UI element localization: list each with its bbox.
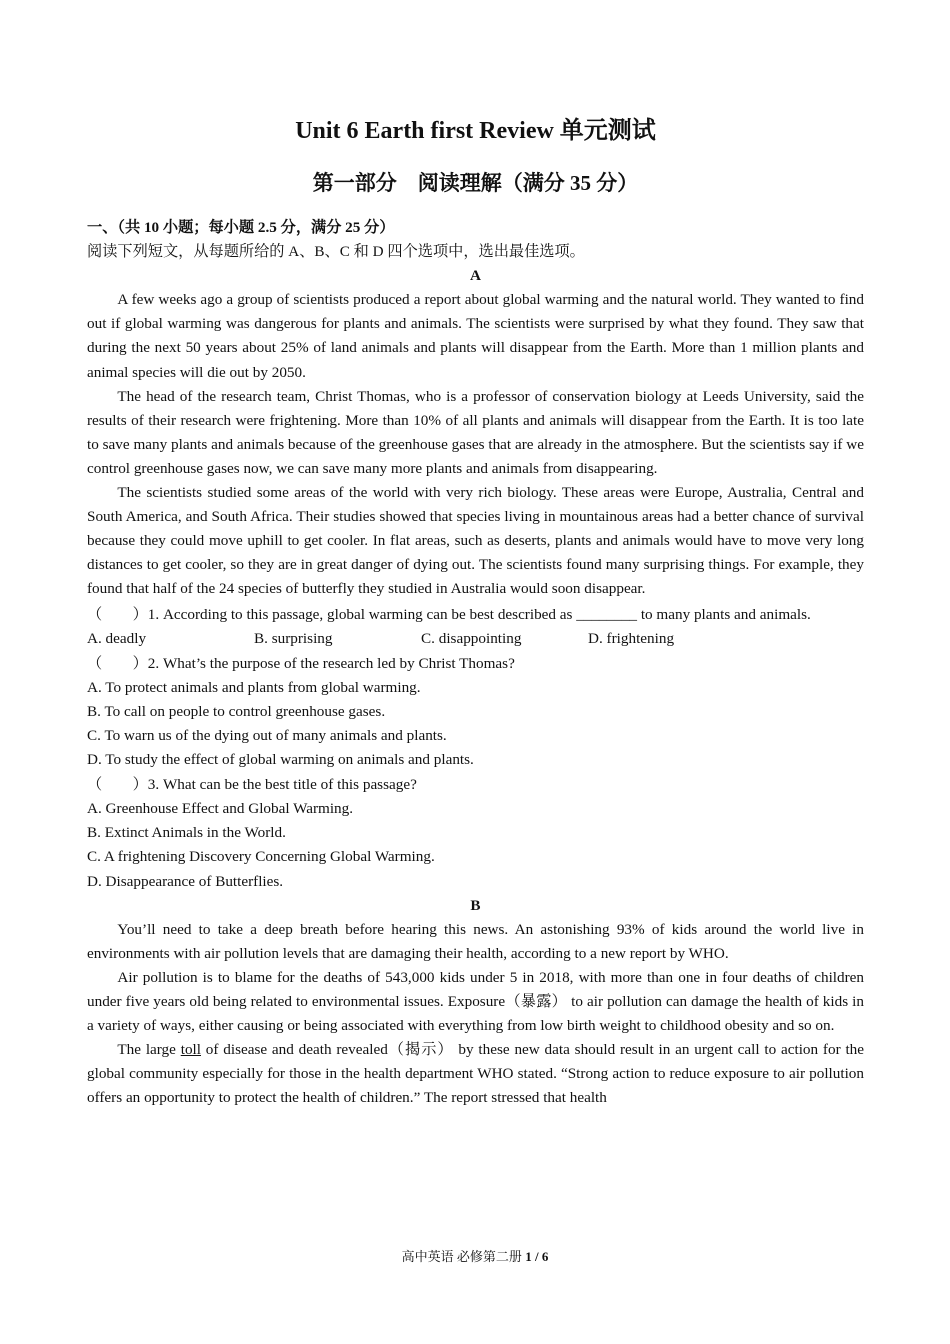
- footer-separator: /: [534, 1249, 539, 1264]
- q2-option-b[interactable]: B. To call on people to control greenhouse gases.: [87, 702, 386, 720]
- footer-page-number: 1: [525, 1249, 532, 1264]
- passage-b-paragraph-2: Air pollution is to blame for the deaths of 543,000 kids under 5 in 2018, with more than one in four deaths of children under five years old being related to environmental issues. Exposure（暴露） to air pollution can damage the health of kids in a variety of ways, either causing or being associated with everything from low birth weight to childhood obesity and so on.: [87, 968, 864, 1035]
- q2-option-a[interactable]: A. To protect animals and plants from global warming.: [87, 678, 421, 696]
- footer-book-label: 高中英语 必修第二册: [401, 1249, 522, 1264]
- passage-a-paragraph-3: The scientists studied some areas of the world with very rich biology. These areas were Europe, Australia, Central and South America, and South Africa. Their studies showed that species living in mountainous areas had a better chance of survival because they could move uphill to get cooler. In flat areas, such as deserts, plants and animals would have to move very long distances to get cooler, so they are in great danger of dying out. The scientists found many surprising things. For example, they found that half of the 24 species of butterfly they studied in Australia would soon disappear.: [87, 484, 864, 598]
- page-footer: [0, 1246, 950, 1265]
- page-title: Unit 6 Earth first Review 单元测试: [295, 118, 656, 144]
- q3-option-a[interactable]: A. Greenhouse Effect and Global Warming.: [87, 800, 354, 818]
- q3-option-d[interactable]: D. Disappearance of Butterflies.: [87, 872, 284, 890]
- p3-text-after: of disease and death revealed（揭示） by these new data should result in an urgent call to action for the global community especially for those in the health department WHO stated. “Strong action to reduce exposure to air pollution offers an opportunity to protect the health of children.” The report stressed that health: [87, 1041, 864, 1107]
- question-1-options: [87, 627, 864, 651]
- question-1-prefix: （ ）1. According to this passage, global warming can be best described as: [87, 605, 573, 623]
- p3-text-before: The large: [117, 1041, 176, 1059]
- footer-total-pages: 6: [541, 1249, 549, 1264]
- part-heading: 第一部分 阅读理解（满分 35 分）: [312, 171, 639, 195]
- q2-option-d[interactable]: D. To study the effect of global warming on animals and plants.: [87, 751, 474, 769]
- passage-a-paragraph-1: A few weeks ago a group of scientists produced a report about global warming and the natural world. They wanted to find out if global warming was dangerous for plants and animals. The scientists were surprised by what they found. They saw that during the next 50 years about 25% of land animals and plants will disappear from the Earth. More than 1 million plants and animal species will die out by 2050.: [87, 291, 864, 381]
- q3-option-c[interactable]: C. A frightening Discovery Concerning Global Warming.: [87, 848, 435, 866]
- q1-option-c[interactable]: C. disappointing: [421, 629, 522, 647]
- q1-option-a[interactable]: A. deadly: [87, 629, 147, 647]
- underlined-word-toll: toll: [180, 1041, 201, 1059]
- question-3: （ ）3. What can be the best title of this passage?: [87, 776, 417, 794]
- q2-option-c[interactable]: C. To warn us of the dying out of many animals and plants.: [87, 726, 447, 744]
- passage-b-paragraph-1: You’ll need to take a deep breath before hearing this news. An astonishing 93% of kids around the world live in environments with air pollution levels that are damaging their health, according to a new report by WHO.: [87, 920, 864, 962]
- question-1-blank: ________: [576, 605, 638, 623]
- question-1-suffix: to many plants and animals.: [640, 605, 811, 623]
- q3-option-b[interactable]: B. Extinct Animals in the World.: [87, 824, 286, 842]
- q1-option-d[interactable]: D. frightening: [588, 629, 675, 647]
- passage-b-label: B: [470, 896, 481, 914]
- question-1: [87, 603, 864, 627]
- q1-option-b[interactable]: B. surprising: [254, 629, 333, 647]
- section-instruction: 阅读下列短文，从每题所给的 A、B、C 和 D 四个选项中，选出最佳选项。: [87, 243, 585, 261]
- section-heading: 一、（共 10 小题；每小题 2.5 分，满分 25 分）: [87, 219, 395, 236]
- passage-a-paragraph-2: The head of the research team, Christ Thomas, who is a professor of conservation biology at Leeds University, said the results of their research were frightening. More than 10% of all plants and animals will disappear from the Earth. It is too late to save many plants and animals because of the greenhouse gases that are already in the atmosphere. But the scientists say if we control greenhouse gases now, we can save many more plants and animals from disappearing.: [87, 387, 864, 477]
- document-body: [87, 216, 864, 1110]
- passage-b-paragraph-3: [87, 1038, 864, 1110]
- question-2: （ ）2. What’s the purpose of the research led by Christ Thomas?: [87, 654, 515, 672]
- passage-a-label: A: [470, 267, 481, 285]
